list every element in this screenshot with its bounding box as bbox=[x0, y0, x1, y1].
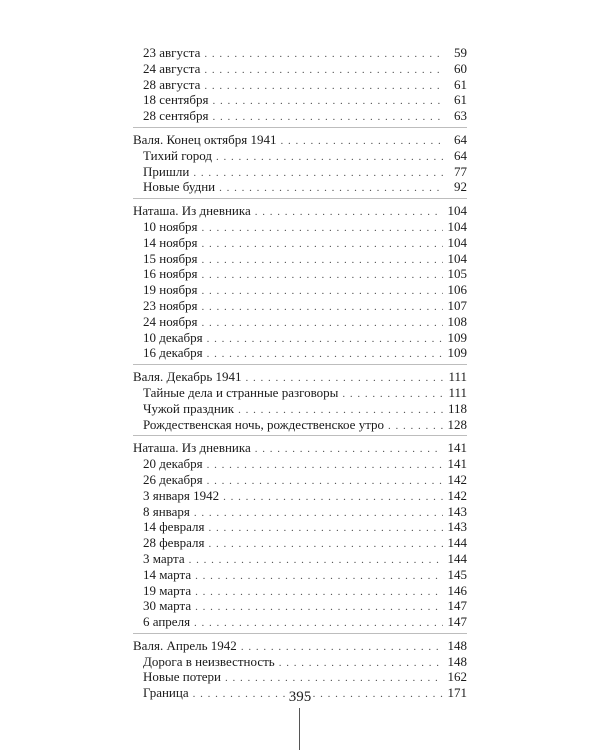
dot-leader bbox=[195, 600, 443, 616]
toc-entry-page: 147 bbox=[447, 598, 467, 614]
toc-entry bbox=[133, 164, 467, 180]
toc-entry bbox=[133, 401, 467, 417]
dot-leader bbox=[208, 537, 443, 553]
dot-leader bbox=[204, 63, 443, 79]
toc-entry-page: 142 bbox=[447, 471, 467, 487]
toc-entry-page: 64 bbox=[454, 131, 467, 147]
dot-leader bbox=[255, 205, 443, 221]
dot-leader bbox=[342, 387, 443, 403]
toc-entry-label: 28 августа bbox=[143, 76, 201, 92]
toc-entry-page: 104 bbox=[447, 234, 467, 250]
toc-entry-page: 143 bbox=[447, 519, 467, 535]
dot-leader bbox=[194, 616, 443, 632]
toc-entry-label: 14 марта bbox=[143, 566, 192, 582]
toc-entry-label: Валя. Конец октября 1941 bbox=[133, 131, 277, 147]
toc-entry-label: 24 августа bbox=[143, 60, 201, 76]
toc-entry-page: 148 bbox=[447, 653, 467, 669]
toc-entry-page: 109 bbox=[447, 329, 467, 345]
toc-entry bbox=[133, 385, 467, 401]
toc-entry-page: 111 bbox=[448, 384, 467, 400]
toc-entry-label: Рождественская ночь, рождественское утро bbox=[143, 416, 385, 432]
toc-entry-label: Тихий город bbox=[143, 147, 212, 163]
dot-leader bbox=[194, 506, 443, 522]
toc-entry-label: Наташа. Из дневника bbox=[133, 440, 251, 456]
toc-entry-page: 109 bbox=[447, 345, 467, 361]
toc-entry bbox=[133, 77, 467, 93]
dot-leader bbox=[204, 79, 443, 95]
dot-leader bbox=[255, 442, 443, 458]
toc-entry-label: 28 сентября bbox=[143, 108, 209, 124]
toc-entry-label: 18 сентября bbox=[143, 92, 209, 108]
toc-entry-label: Валя. Апрель 1942 bbox=[133, 637, 237, 653]
toc-entry bbox=[133, 298, 467, 314]
dot-leader bbox=[279, 656, 443, 672]
dot-leader bbox=[189, 553, 443, 569]
toc-part-heading bbox=[133, 369, 467, 385]
toc-entry-label: Чужой праздник bbox=[143, 400, 235, 416]
toc-entry-page: 106 bbox=[447, 282, 467, 298]
toc-part-heading bbox=[133, 440, 467, 456]
toc-entry bbox=[133, 108, 467, 124]
dot-leader bbox=[204, 47, 443, 63]
toc-part-heading bbox=[133, 203, 467, 219]
toc-entry-page: 145 bbox=[447, 566, 467, 582]
toc-entry-label: 15 ноября bbox=[143, 250, 198, 266]
toc-entry bbox=[133, 472, 467, 488]
toc-entry-label: 28 февраля bbox=[143, 535, 205, 551]
toc-entry-page: 92 bbox=[454, 179, 467, 195]
toc-entry-page: 64 bbox=[454, 147, 467, 163]
toc-entry-page: 141 bbox=[447, 440, 467, 456]
dot-leader bbox=[202, 300, 443, 316]
toc-entry-page: 146 bbox=[447, 582, 467, 598]
toc-entry bbox=[133, 456, 467, 472]
toc-entry bbox=[133, 235, 467, 251]
toc-entry-page: 104 bbox=[447, 218, 467, 234]
toc-entry bbox=[133, 314, 467, 330]
toc-entry-label: 10 ноября bbox=[143, 218, 198, 234]
dot-leader bbox=[216, 150, 443, 166]
toc-entry-page: 60 bbox=[454, 60, 467, 76]
toc-entry bbox=[133, 614, 467, 630]
toc-entry-page: 144 bbox=[447, 550, 467, 566]
toc-entry-label: Пришли bbox=[143, 163, 190, 179]
toc-entry bbox=[133, 535, 467, 551]
toc-section bbox=[133, 41, 467, 127]
dot-leader bbox=[202, 268, 443, 284]
dot-leader bbox=[213, 110, 444, 126]
toc-entry-page: 61 bbox=[454, 92, 467, 108]
dot-leader bbox=[219, 181, 443, 197]
toc-entry-label: 6 апреля bbox=[143, 614, 191, 630]
toc-entry-page: 63 bbox=[454, 108, 467, 124]
toc-entry-page: 104 bbox=[447, 250, 467, 266]
toc-entry bbox=[133, 148, 467, 164]
toc-entry-label: Новые будни bbox=[143, 179, 216, 195]
toc-entry-label: 19 ноября bbox=[143, 282, 198, 298]
toc-section bbox=[133, 127, 467, 198]
toc-entry-label: 24 ноября bbox=[143, 313, 198, 329]
toc-entry bbox=[133, 654, 467, 670]
toc-entry-label: 14 ноября bbox=[143, 234, 198, 250]
toc-entry bbox=[133, 45, 467, 61]
toc-entry bbox=[133, 519, 467, 535]
toc-part-heading bbox=[133, 132, 467, 148]
toc-section bbox=[133, 198, 467, 364]
toc-entry-label: 8 января bbox=[143, 503, 190, 519]
dot-leader bbox=[388, 419, 443, 435]
table-of-contents bbox=[133, 41, 467, 704]
dot-leader bbox=[280, 134, 443, 150]
toc-entry bbox=[133, 488, 467, 504]
toc-entry bbox=[133, 266, 467, 282]
toc-entry-page: 111 bbox=[448, 369, 467, 385]
toc-entry bbox=[133, 92, 467, 108]
toc-entry-label: 23 августа bbox=[143, 45, 201, 60]
toc-section bbox=[133, 364, 467, 435]
toc-entry-page: 104 bbox=[447, 203, 467, 219]
toc-entry-label: 3 марта bbox=[143, 550, 185, 566]
toc-section bbox=[133, 435, 467, 633]
toc-entry-label: Граница bbox=[143, 685, 189, 701]
toc-entry bbox=[133, 251, 467, 267]
toc-part-heading bbox=[133, 638, 467, 654]
toc-entry-page: 118 bbox=[447, 400, 467, 416]
dot-leader bbox=[202, 221, 443, 237]
toc-entry-label: 3 января 1942 bbox=[143, 487, 220, 503]
toc-entry-label: 23 ноября bbox=[143, 297, 198, 313]
toc-entry-label: Тайные дела и странные разговоры bbox=[143, 384, 339, 400]
toc-entry-label: Новые потери bbox=[143, 669, 221, 685]
toc-entry-label: Валя. Декабрь 1941 bbox=[133, 369, 242, 385]
toc-entry-label: Дорога в неизвестность bbox=[143, 653, 275, 669]
dot-leader bbox=[195, 585, 443, 601]
dot-leader bbox=[202, 253, 443, 269]
toc-entry-label: 20 декабря bbox=[143, 456, 203, 472]
toc-entry-label: Наташа. Из дневника bbox=[133, 203, 251, 219]
toc-entry-page: 171 bbox=[447, 685, 467, 701]
dot-leader bbox=[208, 521, 443, 537]
toc-entry bbox=[133, 219, 467, 235]
toc-entry bbox=[133, 504, 467, 520]
toc-entry bbox=[133, 345, 467, 361]
dot-leader bbox=[207, 458, 443, 474]
toc-entry bbox=[133, 417, 467, 433]
dot-leader bbox=[202, 284, 443, 300]
toc-entry bbox=[133, 567, 467, 583]
toc-entry-label: 26 декабря bbox=[143, 471, 203, 487]
toc-entry-page: 144 bbox=[447, 535, 467, 551]
toc-entry-label: 16 декабря bbox=[143, 345, 203, 361]
dot-leader bbox=[223, 490, 443, 506]
toc-entry-label: 19 марта bbox=[143, 582, 192, 598]
toc-entry bbox=[133, 282, 467, 298]
toc-entry-page: 162 bbox=[447, 669, 467, 685]
toc-entry bbox=[133, 583, 467, 599]
folio-rule bbox=[299, 708, 300, 750]
toc-entry-label: 14 февраля bbox=[143, 519, 205, 535]
toc-entry-page: 143 bbox=[447, 503, 467, 519]
toc-entry bbox=[133, 598, 467, 614]
dot-leader bbox=[213, 94, 444, 110]
toc-entry bbox=[133, 330, 467, 346]
dot-leader bbox=[207, 347, 443, 363]
toc-entry-page: 59 bbox=[454, 45, 467, 60]
toc-entry-page: 77 bbox=[454, 163, 467, 179]
dot-leader bbox=[207, 474, 443, 490]
toc-entry-label: 16 ноября bbox=[143, 266, 198, 282]
toc-entry-label: 30 марта bbox=[143, 598, 192, 614]
toc-entry-page: 147 bbox=[447, 614, 467, 630]
toc-entry bbox=[133, 551, 467, 567]
dot-leader bbox=[202, 316, 443, 332]
toc-entry-page: 107 bbox=[447, 297, 467, 313]
toc-entry bbox=[133, 61, 467, 77]
dot-leader bbox=[193, 166, 443, 182]
toc-entry-page: 148 bbox=[447, 637, 467, 653]
toc-entry bbox=[133, 669, 467, 685]
toc-entry-page: 142 bbox=[447, 487, 467, 503]
toc-entry-label: 10 декабря bbox=[143, 329, 203, 345]
toc-entry-page: 141 bbox=[447, 456, 467, 472]
dot-leader bbox=[195, 569, 443, 585]
toc-entry-page: 105 bbox=[447, 266, 467, 282]
dot-leader bbox=[225, 671, 443, 687]
toc-entry bbox=[133, 179, 467, 195]
page-number: 395 bbox=[288, 689, 312, 705]
toc-entry-page: 128 bbox=[447, 416, 467, 432]
toc-entry-page: 61 bbox=[454, 76, 467, 92]
toc-entry-page: 108 bbox=[447, 313, 467, 329]
dot-leader bbox=[202, 237, 443, 253]
dot-leader bbox=[207, 332, 443, 348]
